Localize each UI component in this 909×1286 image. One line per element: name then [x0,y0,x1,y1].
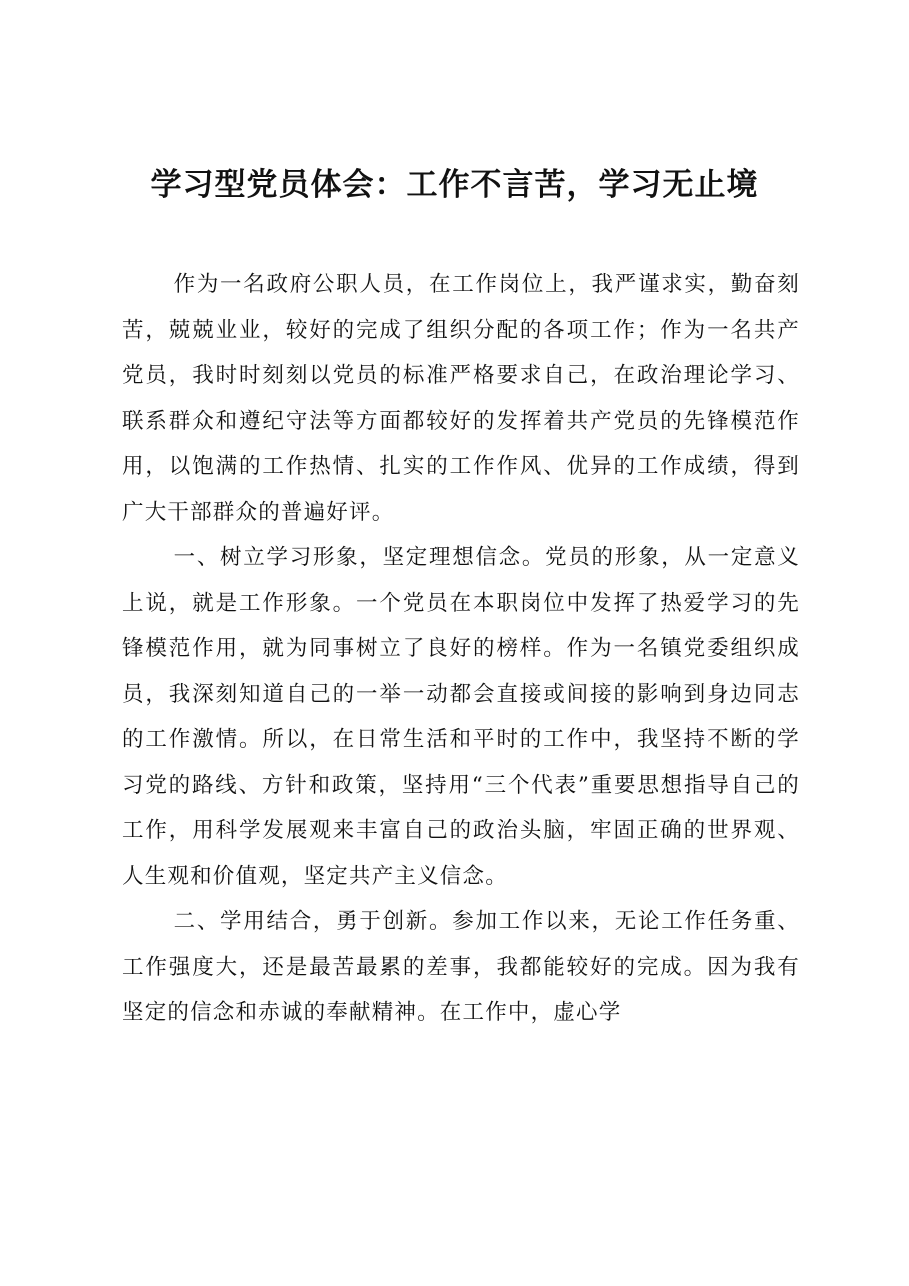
paragraph-section-2: 二、学用结合，勇于创新。参加工作以来，无论工作任务重、工作强度大，还是最苦最累的差事，我都能较好的完成。因为我有坚定的信念和赤诚的奉献精神。在工作中，虚心学 [122,909,800,1025]
paragraph-section-1: 一、树立学习形象，坚定理想信念。党员的形象，从一定意义上说，就是工作形象。一个党员在本职岗位中发挥了热爱学习的先锋模范作用，就为同事树立了良好的榜样。作为一名镇党委组织成员，我深刻知道自己的一举一动都会直接或间接的影响到身边同志的工作激情。所以，在日常生活和平时的工作中，我坚持不断的学习党的路线、方针和政策，坚持用“三个代表”重要思想指导自己的工作，用科学发展观来丰富自己的政治头脑，牢固正确的世界观、人生观和价值观，坚定共产主义信念。 [122,545,800,889]
paragraph-intro: 作为一名政府公职人员，在工作岗位上，我严谨求实，勤奋刻苦，兢兢业业，较好的完成了组织分配的各项工作；作为一名共产党员，我时时刻刻以党员的标准严格要求自己，在政治理论学习、联系群众和遵纪守法等方面都较好的发挥着共产党员的先锋模范作用，以饱满的工作热情、扎实的工作作风、优异的工作成绩，得到广大干部群众的普遍好评。 [122,272,800,525]
document-title: 学习型党员体会：工作不言苦，学习无止境 [150,167,759,203]
document-body [122,262,800,1036]
